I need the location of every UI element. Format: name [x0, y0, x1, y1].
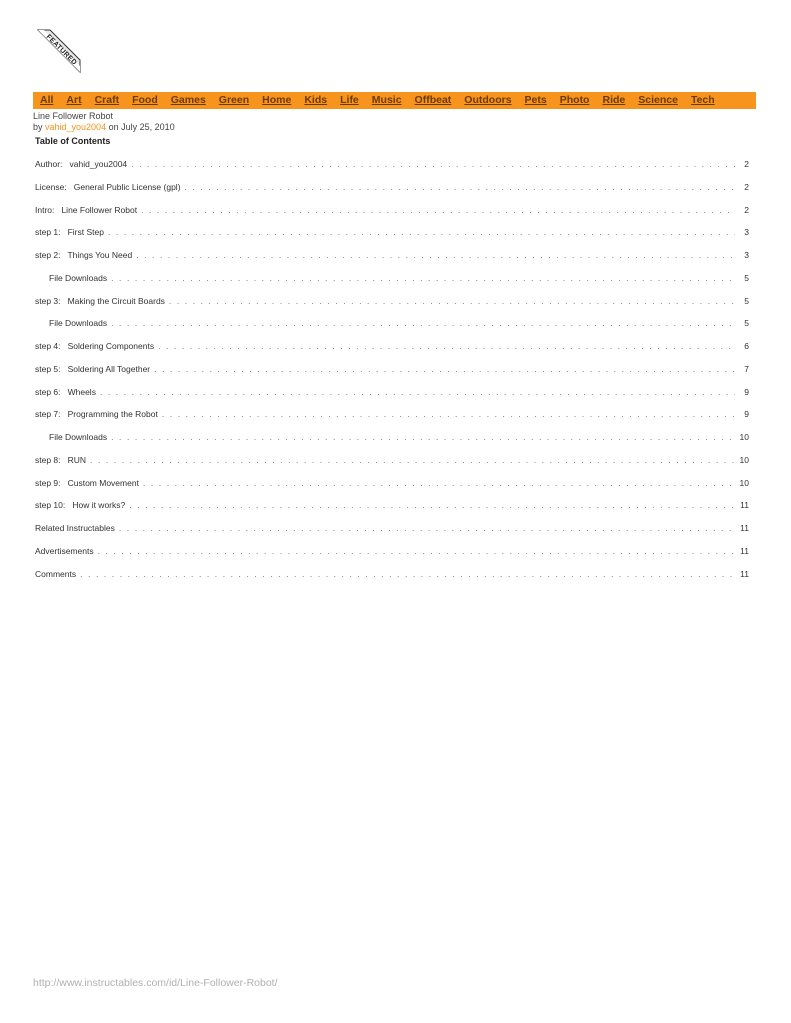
toc-entry[interactable] — [35, 250, 749, 273]
toc-dot-leader — [96, 387, 735, 397]
footer-url-link[interactable]: http://www.instructables.com/id/Line-Follower-Robot/ — [33, 977, 278, 989]
toc-entry-label: step 3: Making the Circuit Boards — [35, 295, 165, 306]
toc-entry-page: 5 — [744, 295, 749, 306]
toc-entry[interactable] — [35, 500, 749, 523]
toc-entry-label: step 6: Wheels — [35, 386, 96, 397]
toc-dot-leader — [150, 364, 735, 374]
byline-prefix: by — [33, 122, 46, 132]
toc-heading: Table of Contents — [35, 136, 111, 146]
toc-entry-page: 11 — [740, 523, 749, 533]
toc-entry-page: 11 — [740, 545, 749, 556]
toc-entry-label: step 1: First Step — [35, 227, 104, 238]
nav-link-science[interactable]: Science — [638, 94, 678, 106]
toc-entry-page: 3 — [744, 250, 749, 260]
toc-dot-leader — [76, 569, 735, 579]
nav-link-all[interactable]: All — [40, 94, 54, 106]
toc-entry-label: Related Instructables — [35, 523, 115, 533]
toc-entry[interactable] — [35, 569, 749, 592]
nav-link-life[interactable]: Life — [340, 94, 359, 106]
toc-entry-label: step 4: Soldering Components — [35, 341, 155, 351]
toc-entry-label: Author: vahid_you2004 — [35, 159, 128, 169]
toc-entry[interactable] — [35, 341, 749, 364]
nav-link-ride[interactable]: Ride — [602, 94, 626, 106]
toc-dot-leader — [158, 409, 735, 419]
toc-dot-leader — [107, 273, 735, 283]
toc-entry-label: step 5: Soldering All Together — [35, 363, 151, 374]
toc-entry-page: 9 — [744, 409, 749, 420]
toc-entry-label: step 7: Programming the Robot — [35, 409, 158, 420]
toc-entry-page: 2 — [744, 159, 749, 169]
nav-link-food[interactable]: Food — [132, 94, 158, 106]
toc-entry[interactable] — [35, 409, 749, 432]
toc-entry-page: 2 — [744, 181, 749, 192]
toc-entry-label: step 9: Custom Movement — [35, 477, 139, 488]
nav-link-art[interactable]: Art — [66, 94, 82, 106]
toc-entry-label: step 8: RUN — [35, 454, 87, 465]
toc-dot-leader — [107, 432, 735, 442]
toc-entry[interactable] — [35, 523, 749, 546]
nav-link-craft[interactable]: Craft — [94, 94, 120, 106]
toc-entry-label: Advertisements — [35, 545, 94, 556]
featured-ribbon-icon — [30, 28, 82, 80]
toc-entry-page: 10 — [739, 454, 749, 465]
toc-dot-leader — [86, 455, 735, 465]
nav-link-offbeat[interactable]: Offbeat — [414, 94, 452, 106]
toc-entry-label: step 2: Things You Need — [35, 250, 133, 260]
toc-entry-label: File Downloads — [49, 272, 108, 283]
category-nav-bar — [33, 92, 756, 109]
toc-dot-leader — [115, 523, 735, 533]
toc-entry-page: 10 — [739, 477, 749, 488]
toc-entry-label: step 10: How it works? — [35, 500, 126, 511]
toc-entry[interactable] — [35, 478, 749, 501]
toc-dot-leader — [125, 500, 735, 510]
toc-dot-leader — [137, 205, 735, 215]
toc-dot-leader — [107, 318, 735, 328]
toc-entry[interactable] — [35, 455, 749, 478]
toc-entry[interactable] — [35, 387, 749, 410]
toc-dot-leader — [104, 227, 735, 237]
toc-entry-page: 5 — [744, 318, 749, 329]
nav-link-pets[interactable]: Pets — [524, 94, 547, 106]
byline — [33, 122, 175, 133]
toc-entry-label: License: General Public License (gpl) — [35, 181, 181, 192]
toc-entry-label: Comments — [35, 568, 77, 579]
table-of-contents — [35, 159, 749, 591]
publish-date: on July 25, 2010 — [106, 122, 175, 132]
toc-entry[interactable] — [35, 296, 749, 319]
toc-dot-leader — [181, 182, 735, 192]
toc-entry-page: 2 — [744, 204, 749, 215]
toc-entry-page: 7 — [744, 363, 749, 374]
nav-link-photo[interactable]: Photo — [559, 94, 590, 106]
toc-dot-leader — [139, 478, 735, 488]
toc-entry-page: 3 — [744, 227, 749, 238]
nav-link-kids[interactable]: Kids — [304, 94, 328, 106]
toc-dot-leader — [132, 250, 735, 260]
toc-entry-page: 10 — [739, 432, 749, 442]
toc-entry[interactable] — [35, 273, 749, 296]
toc-dot-leader — [154, 341, 735, 351]
toc-entry-page: 11 — [740, 500, 749, 511]
toc-dot-leader — [94, 546, 735, 556]
toc-entry[interactable] — [35, 227, 749, 250]
toc-entry[interactable] — [35, 432, 749, 455]
document-title: Line Follower Robot — [33, 111, 114, 121]
toc-entry-page: 6 — [744, 341, 749, 351]
author-link[interactable]: vahid_you2004 — [45, 122, 107, 132]
featured-badge-text: FEATURED — [44, 33, 78, 67]
toc-entry-page: 5 — [744, 272, 749, 283]
toc-entry[interactable] — [35, 205, 749, 228]
toc-dot-leader — [165, 296, 735, 306]
nav-link-green[interactable]: Green — [218, 94, 250, 106]
nav-link-games[interactable]: Games — [170, 94, 206, 106]
featured-badge — [30, 28, 82, 80]
toc-entry[interactable] — [35, 318, 749, 341]
nav-link-music[interactable]: Music — [371, 94, 402, 106]
toc-entry-page: 9 — [744, 386, 749, 397]
toc-entry[interactable] — [35, 364, 749, 387]
nav-link-home[interactable]: Home — [262, 94, 292, 106]
toc-entry-label: File Downloads — [49, 318, 108, 329]
toc-entry[interactable] — [35, 182, 749, 205]
toc-entry-page: 11 — [740, 568, 749, 579]
toc-entry-label: Intro: Line Follower Robot — [35, 204, 138, 215]
nav-link-outdoors[interactable]: Outdoors — [464, 94, 512, 106]
toc-entry[interactable] — [35, 159, 749, 182]
toc-entry-label: File Downloads — [49, 432, 108, 442]
nav-link-tech[interactable]: Tech — [690, 94, 715, 106]
toc-entry[interactable] — [35, 546, 749, 569]
toc-dot-leader — [127, 159, 735, 169]
